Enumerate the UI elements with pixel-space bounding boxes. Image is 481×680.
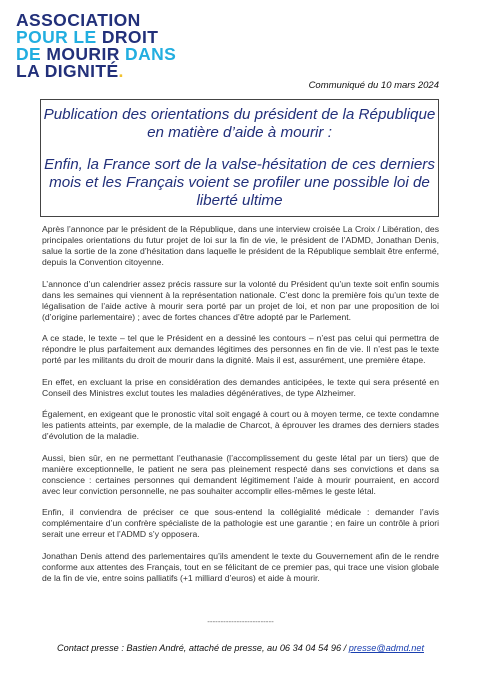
logo-text: DROIT [101, 27, 159, 47]
body-text [42, 224, 439, 594]
admd-logo [16, 12, 176, 80]
logo-line-1: ASSOCIATION [16, 10, 141, 30]
paragraph: A ce stade, le texte – tel que le Président en a dessiné les contours – n’est pas celui qui permettra de répondre le plus parfaitement aux demandes légitimes des personnes en fin de vie. Il n’est pas le texte porté par les militants du droit de mourir dans la dignité. Mais il est, assurément, une première étape. [42, 333, 439, 365]
contact-email-link[interactable]: presse@admd.net [348, 643, 425, 653]
headline-box [40, 99, 439, 217]
paragraph: En effet, en excluant la prise en considération des demandes anticipées, le texte qui sera présenté en Conseil des Ministres exclut toutes les maladies dégénératives, de type Alzheimer. [42, 376, 439, 398]
logo-text: DE [16, 44, 42, 64]
paragraph: Jonathan Denis attend des parlementaires qu’ils amendent le texte du Gouvernement afin de le rendre conforme aux attentes des Français, tout en se félicitant de ce premier pas, qui trace une vision globale de la fin de vie, entre soins palliatifs (+1 milliard d’euros) et aide à mourir. [42, 550, 439, 583]
separator: ------------------------- [207, 617, 274, 626]
logo-text: LA DIGNITÉ [16, 61, 119, 81]
press-contact [0, 643, 481, 653]
logo-line-4 [16, 63, 176, 80]
headline-subtitle: Enfin, la France sort de la valse-hésitation de ces derniers mois et les Français voient se profiler une possible loi de liberté ultime [44, 156, 435, 209]
press-release-date: Communiqué du 10 mars 2024 [308, 80, 439, 91]
headline-title: Publication des orientations du président de la République en matière d’aide à mourir : [43, 106, 436, 141]
logo-dot: . [118, 61, 124, 81]
logo-text: DANS [125, 44, 177, 64]
paragraph: Également, en exigeant que le pronostic vital soit engagé à court ou à moyen terme, ce texte condamne les patients atteints, par exemple, de la maladie de Charcot, à éprouver les drames des derniers stades d’évolution de la maladie. [42, 409, 439, 441]
paragraph: Enfin, il conviendra de préciser ce que sous-entend la collégialité médicale : demander l’avis complémentaire d’un confrère spécialiste de la pathologie est une garantie ; en faire un contrôle à priori serait une erreur et l’ADMD s’y opposera. [42, 507, 439, 539]
paragraph: Après l’annonce par le président de la République, dans une interview croisée La Croix / Libération, des principales orientations du futur projet de loi sur la fin de vie, le président de l’ADMD, Jonathan Denis, salue la sortie de la zone d’hésitation dans laquelle le président de la République semblait être enfermé, depuis la Convention citoyenne. [42, 224, 439, 267]
logo-text: MOURIR [46, 44, 120, 64]
logo-text: POUR LE [16, 27, 97, 47]
paragraph: L’annonce d’un calendrier assez précis rassure sur la volonté du Président qu’un texte soit enfin soumis dans les semaines qui viennent à la représentation nationale. C’est donc la première fois qu’un texte de légalisation de l’aide active à mourir sera porté par un projet de loi, et non par une proposition de loi (d’origine parlementaire) ; avec de fortes chances d’être adopté par le Parlement. [42, 278, 439, 322]
paragraph: Aussi, bien sûr, en ne permettant l’euthanasie (l’accomplissement du geste létal par un tiers) que de manière exceptionnelle, le patient ne sera pas pleinement respecté dans ses convictions et dans sa conscience : certaines personnes qui demandent légitimement l’aide à mourir pourraient, en accord avec leur conviction personnelle, ne pas souhaiter accomplir elles-mêmes le geste létal. [42, 452, 439, 496]
contact-text: Contact presse : Bastien André, attaché de presse, au 06 34 04 54 96 / [56, 643, 349, 653]
